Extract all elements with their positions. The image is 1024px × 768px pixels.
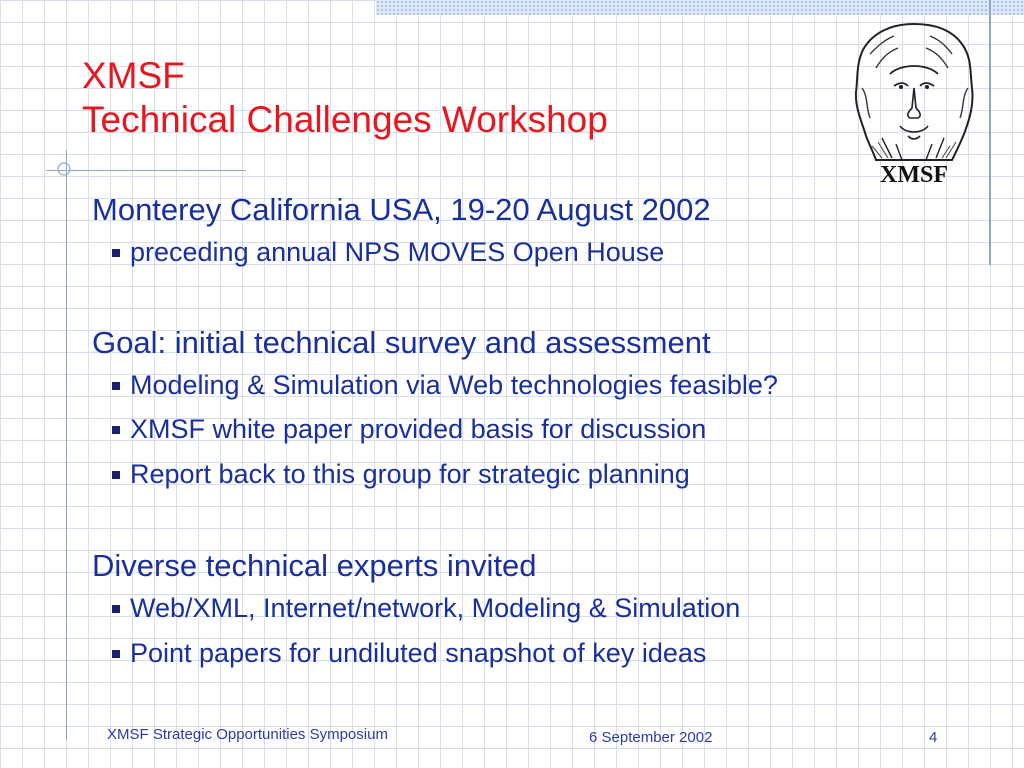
square-bullet-icon	[112, 650, 120, 658]
square-bullet-icon	[112, 249, 120, 257]
bullet-text: Report back to this group for strategic planning	[130, 458, 690, 489]
square-bullet-icon	[112, 426, 120, 434]
bullet-text: Modeling & Simulation via Web technologies feasible?	[130, 369, 778, 400]
section-experts	[92, 546, 992, 675]
section-goal	[92, 323, 992, 497]
section-heading: Diverse technical experts invited	[92, 548, 537, 583]
logo-text: XMSF	[880, 162, 948, 188]
bullet-text: Point papers for undiluted snapshot of key ideas	[130, 637, 707, 668]
bullet-item	[92, 452, 992, 497]
footer-date: 6 September 2002	[589, 729, 713, 746]
bullet-text: Web/XML, Internet/network, Modeling & Simulation	[130, 593, 741, 623]
bullet-list	[92, 230, 992, 275]
bullet-item	[92, 363, 992, 408]
bullet-item	[92, 407, 992, 452]
section-heading: Goal: initial technical survey and assessment	[92, 324, 711, 360]
bullet-list	[92, 586, 992, 675]
left-accent-line	[66, 150, 67, 740]
crosshair-ornament	[53, 158, 75, 180]
slide-title-line-1: XMSF	[82, 55, 185, 96]
bullet-text: preceding annual NPS MOVES Open House	[130, 237, 665, 267]
footer-page-number: 4	[929, 729, 938, 746]
section-location	[92, 190, 992, 275]
footer-event-name: XMSF Strategic Opportunities Symposium	[107, 726, 388, 743]
title-divider-line	[46, 170, 246, 171]
slide-content	[92, 190, 992, 675]
bullet-item	[92, 230, 992, 275]
square-bullet-icon	[112, 471, 120, 479]
bullet-list	[92, 363, 992, 497]
square-bullet-icon	[112, 605, 120, 613]
bullet-text: XMSF white paper provided basis for discussion	[130, 414, 707, 444]
bullet-item	[92, 586, 992, 631]
lion-logo	[852, 18, 977, 188]
slide-title	[82, 54, 608, 142]
square-bullet-icon	[112, 382, 120, 390]
slide-title-line-2: Technical Challenges Workshop	[82, 99, 608, 140]
section-heading: Monterey California USA, 19-20 August 2002	[92, 192, 711, 227]
top-decorative-band	[376, 0, 1024, 15]
bullet-item	[92, 631, 992, 676]
